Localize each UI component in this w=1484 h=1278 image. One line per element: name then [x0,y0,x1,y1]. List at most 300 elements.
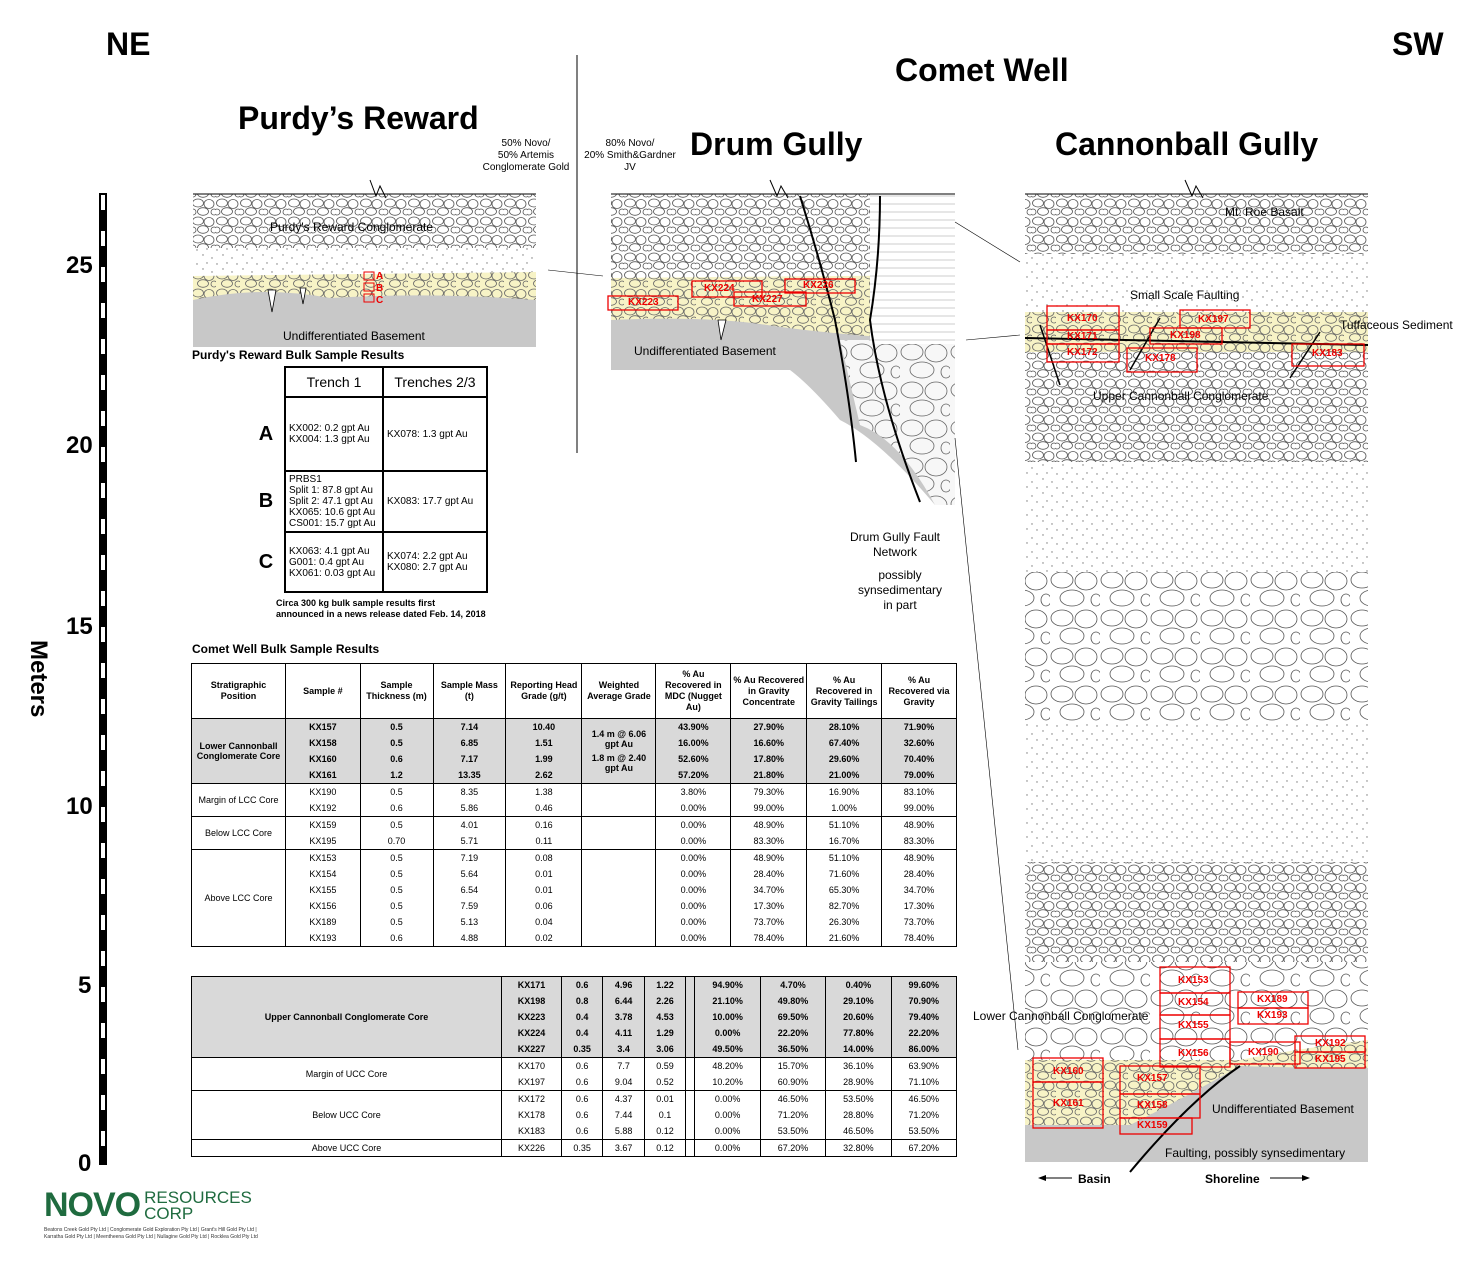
thickness: 0.5 [360,817,433,834]
cell-line: KX002: 0.2 gpt Au [289,423,370,434]
purdys-results-table [248,366,488,593]
mass: 6.85 [433,735,506,751]
sample-label: KX178 [1145,353,1176,364]
drum-fault-note [845,568,955,613]
table-row [192,914,957,930]
gravity-concentrate: 83.30% [731,833,807,850]
table-row [192,1140,957,1157]
sample-id: KX178 [502,1107,562,1123]
sample-label: KX156 [1178,1048,1209,1059]
head-grade: 3.06 [644,1041,685,1058]
ownership-purdys [476,138,576,174]
sample-label: KX161 [1053,1098,1084,1109]
mdc: 0.00% [656,914,731,930]
weighted-grade: 1.4 m @ 6.06 gpt Au 1.8 m @ 2.40 gpt Au [582,719,656,784]
thickness: 0.35 [561,1041,602,1058]
meter-scale-bar [99,193,107,1165]
thickness: 0.6 [561,1091,602,1108]
gravity-concentrate: 21.80% [731,767,807,784]
via-gravity: 79.00% [882,767,957,784]
comet-results-table-upper [191,976,957,1157]
sample-id: KX226 [502,1140,562,1157]
gravity-tailings: 28.80% [826,1107,891,1123]
ownership-drum [580,138,680,174]
head-grade: 1.29 [644,1025,685,1041]
mass: 4.96 [603,977,644,994]
stratigraphic-position: Below UCC Core [192,1091,502,1140]
logo-subsidiaries-2: Karratha Gold Pty Ltd | Meentheena Gold Pty Ltd | Nullagine Gold Pty Ltd | Rocklea Gold Pty Ltd [44,1234,258,1240]
gravity-concentrate: 60.90% [760,1074,825,1091]
basalt-label: Mt. Roe Basalt [1225,205,1304,219]
head-grade: 0.01 [644,1091,685,1108]
head-grade: 4.53 [644,1009,685,1025]
sample-id: KX223 [502,1009,562,1025]
table-row [192,800,957,817]
stratigraphic-position: Upper Cannonball Conglomerate Core [192,977,502,1058]
table-row [192,850,957,867]
header-trench23: Trenches 2/3 [383,367,487,397]
mass: 7.7 [603,1058,644,1075]
sample-id: KX195 [286,833,361,850]
gravity-concentrate: 4.70% [760,977,825,994]
cell-line: KX065: 10.6 gpt Au [289,507,376,518]
cell [383,397,487,471]
table-row [192,1058,957,1075]
purdys-note [276,598,486,620]
thickness: 0.6 [360,800,433,817]
note-line: Circa 300 kg bulk sample results first [276,598,436,608]
head-grade: 1.38 [506,784,582,801]
gravity-tailings: 0.40% [826,977,891,994]
sample-label: KX170 [1067,313,1098,324]
stratigraphic-position: Margin of LCC Core [192,784,286,817]
sample-label: KX192 [1315,1038,1346,1049]
gravity-concentrate: 17.30% [731,898,807,914]
head-grade: 2.26 [644,993,685,1009]
cell-line: KX061: 0.03 gpt Au [289,567,376,579]
gravity-concentrate: 16.60% [731,735,807,751]
thickness: 0.5 [360,850,433,867]
ownership-line: 20% Smith&Gardner [584,150,676,161]
marker-b: B [376,283,384,294]
marker-a: A [376,271,384,282]
gravity-tailings: 32.80% [826,1140,891,1157]
logo-brand: NOVO [44,1186,141,1224]
stratigraphic-position: Margin of UCC Core [192,1058,502,1091]
gravity-tailings: 65.30% [807,882,882,898]
sample-id: KX198 [502,993,562,1009]
drum-fault-label [840,530,950,560]
stratigraphic-position: Below LCC Core [192,817,286,850]
scale-tick-label: 10 [66,793,93,820]
sample-id: KX189 [286,914,361,930]
novo-logo [44,1186,258,1241]
scale-tick-label: 25 [66,252,93,279]
head-grade: 0.02 [506,930,582,947]
mass: 3.78 [603,1009,644,1025]
head-grade: 0.16 [506,817,582,834]
gravity-concentrate: 79.30% [731,784,807,801]
tuff-label: Tuffaceous Sediment [1340,318,1453,332]
weighted-grade [686,1091,695,1140]
gravity-concentrate: 48.90% [731,817,807,834]
gravity-tailings: 29.60% [807,751,882,767]
sample-label: KX158 [1137,1100,1168,1111]
purdys-basement-label: Undifferentiated Basement [283,329,425,343]
thickness: 0.5 [360,784,433,801]
via-gravity: 86.00% [891,1041,956,1058]
thickness: 0.4 [561,1025,602,1041]
gravity-tailings: 29.10% [826,993,891,1009]
sample-label: KX172 [1067,347,1098,358]
mass: 13.35 [433,767,506,784]
head-grade: 0.04 [506,914,582,930]
table-row [192,767,957,784]
mass: 7.59 [433,898,506,914]
comet-header: % Au Recovered in MDC (Nugget Au) [656,664,731,719]
gravity-concentrate: 34.70% [731,882,807,898]
table-row [192,882,957,898]
sample-label: KX195 [1315,1054,1346,1065]
basin-label: Basin [1078,1172,1111,1186]
ownership-line: 50% Artemis [497,150,555,161]
weighted-grade [686,977,695,1058]
thickness: 0.8 [561,993,602,1009]
head-grade: 0.08 [506,850,582,867]
purdys-table-title: Purdy's Reward Bulk Sample Results [192,348,405,362]
gravity-concentrate: 36.50% [760,1041,825,1058]
thickness: 0.35 [561,1140,602,1157]
sample-id: KX170 [502,1058,562,1075]
gravity-tailings: 51.10% [807,817,882,834]
thickness: 0.6 [360,930,433,947]
thickness: 1.2 [360,767,433,784]
gravity-tailings: 36.10% [826,1058,891,1075]
thickness: 0.5 [360,719,433,736]
mdc: 0.00% [656,930,731,947]
sample-label: KX171 [1067,331,1098,342]
weighted-grade [686,1140,695,1157]
gravity-tailings: 82.70% [807,898,882,914]
via-gravity: 67.20% [891,1140,956,1157]
gravity-tailings: 67.40% [807,735,882,751]
drum-gully-title: Drum Gully [690,126,863,162]
gravity-concentrate: 67.20% [760,1140,825,1157]
gravity-tailings: 16.90% [807,784,882,801]
gravity-tailings: 21.60% [807,930,882,947]
via-gravity: 32.60% [882,735,957,751]
table-row [192,866,957,882]
gravity-concentrate: 78.40% [731,930,807,947]
sample-label: KX190 [1248,1047,1279,1058]
mass: 3.4 [603,1041,644,1058]
gravity-tailings: 53.50% [826,1091,891,1108]
ownership-line: Conglomerate Gold [482,162,570,173]
via-gravity: 28.40% [882,866,957,882]
sample-id: KX154 [286,866,361,882]
table-row [192,1091,957,1108]
mass: 5.71 [433,833,506,850]
cell-line: KX083: 17.7 gpt Au [387,496,474,507]
ownership-line: 50% Novo/ [501,138,551,149]
sample-id: KX153 [286,850,361,867]
mass: 5.64 [433,866,506,882]
head-grade: 1.99 [506,751,582,767]
sample-id: KX160 [286,751,361,767]
mass: 4.37 [603,1091,644,1108]
comet-table-title: Comet Well Bulk Sample Results [192,642,380,656]
mdc: 10.20% [695,1074,760,1091]
mass: 7.14 [433,719,506,736]
thickness: 0.5 [360,914,433,930]
thickness: 0.4 [561,1009,602,1025]
via-gravity: 34.70% [882,882,957,898]
fault-note-line: synsedimentary [857,583,943,597]
head-grade: 0.12 [644,1123,685,1140]
weighted-grade [582,817,656,850]
head-grade: 0.59 [644,1058,685,1075]
mass: 8.35 [433,784,506,801]
gravity-tailings: 20.60% [826,1009,891,1025]
comet-header: Stratigraphic Position [192,664,286,719]
meters-axis-label: Meters [25,640,52,718]
stratigraphic-position: Above LCC Core [192,850,286,947]
via-gravity: 48.90% [882,817,957,834]
via-gravity: 71.20% [891,1107,956,1123]
table-row [192,784,957,801]
gravity-concentrate: 27.90% [731,719,807,736]
via-gravity: 79.40% [891,1009,956,1025]
via-gravity: 48.90% [882,850,957,867]
cell-line: KX074: 2.2 gpt Au [387,551,468,562]
sample-label: KX183 [1312,348,1343,359]
via-gravity: 46.50% [891,1091,956,1108]
sample-id: KX161 [286,767,361,784]
faulting2-label: Faulting, possibly synsedimentary [1165,1146,1346,1160]
cell-line: KX004: 1.3 gpt Au [289,434,370,445]
sample-id: KX192 [286,800,361,817]
sample-id: KX158 [286,735,361,751]
weighted-grade [686,1058,695,1091]
head-grade: 1.22 [644,977,685,994]
cell-line: Split 1: 87.8 gpt Au [289,485,373,496]
gravity-tailings: 51.10% [807,850,882,867]
head-grade: 0.1 [644,1107,685,1123]
scale-tick-label: 20 [66,432,93,459]
comet-results-table-lower [191,663,957,947]
sample-label: KX197 [1198,314,1229,325]
head-grade: 0.11 [506,833,582,850]
mass: 3.67 [603,1140,644,1157]
ownership-line: 80% Novo/ [605,138,655,149]
mass: 6.44 [603,993,644,1009]
thickness: 0.6 [561,1058,602,1075]
head-grade: 0.06 [506,898,582,914]
sample-label: KX189 [1257,994,1288,1005]
mdc: 49.50% [695,1041,760,1058]
row-label: C [258,550,274,573]
mdc: 21.10% [695,993,760,1009]
stratigraphic-position: Lower Cannonball Conglomerate Core [192,719,286,784]
sample-label: KX155 [1178,1020,1209,1031]
mass: 4.11 [603,1025,644,1041]
mdc: 0.00% [695,1025,760,1041]
gravity-concentrate: 69.50% [760,1009,825,1025]
mass: 7.17 [433,751,506,767]
cell [285,471,383,532]
sample-id: KX172 [502,1091,562,1108]
comet-header: % Au Recovered in Gravity Tailings [807,664,882,719]
fault-line: Drum Gully Fault [849,530,941,544]
stratigraphic-position: Above UCC Core [192,1140,502,1157]
sample-label: KX153 [1178,975,1209,986]
logo-subsidiaries-1: Beatons Creek Gold Pty Ltd | Conglomerate Gold Exploration Pty Ltd | Grant's Hill Gold Pty Ltd | [44,1227,257,1233]
sample-label: KX226 [803,280,834,291]
gravity-concentrate: 17.80% [731,751,807,767]
gravity-tailings: 71.60% [807,866,882,882]
cell-line: KX078: 1.3 gpt Au [387,428,468,440]
direction-sw: SW [1392,26,1444,62]
gravity-concentrate: 53.50% [760,1123,825,1140]
cell [285,532,383,592]
gravity-tailings: 26.30% [807,914,882,930]
scale-tick-label: 5 [78,972,92,999]
shoreline-label: Shoreline [1205,1172,1260,1186]
mdc: 0.00% [656,898,731,914]
mass: 9.04 [603,1074,644,1091]
table-row [192,833,957,850]
thickness: 0.6 [561,977,602,994]
via-gravity: 70.40% [882,751,957,767]
via-gravity: 71.10% [891,1074,956,1091]
gravity-concentrate: 48.90% [731,850,807,867]
gravity-concentrate: 71.20% [760,1107,825,1123]
note-line: announced in a news release dated Feb. 14, 2018 [276,609,486,619]
sample-label: KX160 [1053,1066,1084,1077]
gravity-tailings: 28.10% [807,719,882,736]
sample-label: KX227 [752,294,783,305]
thickness: 0.70 [360,833,433,850]
mass: 7.19 [433,850,506,867]
via-gravity: 63.90% [891,1058,956,1075]
table-row [192,719,957,736]
mass: 6.54 [433,882,506,898]
via-gravity: 99.60% [891,977,956,994]
via-gravity: 99.00% [882,800,957,817]
via-gravity: 17.30% [882,898,957,914]
sample-id: KX224 [502,1025,562,1041]
sample-label: KX223 [628,297,659,308]
cell-line: PRBS1 [289,474,322,485]
cell-line: KX063: 4.1 gpt Au [289,545,370,557]
gravity-concentrate: 99.00% [731,800,807,817]
sample-label: KX198 [1170,330,1201,341]
head-grade: 2.62 [506,767,582,784]
row-label: B [258,490,274,512]
sample-id: KX190 [286,784,361,801]
thickness: 0.5 [360,882,433,898]
thickness: 0.6 [360,751,433,767]
mdc: 0.00% [695,1123,760,1140]
head-grade: 0.01 [506,866,582,882]
mdc: 0.00% [656,850,731,867]
mdc: 43.90% [656,719,731,736]
drum-basement-label: Undifferentiated Basement [634,344,776,358]
sample-label: KX157 [1137,1073,1168,1084]
sample-id: KX227 [502,1041,562,1058]
logo-line2: CORP [144,1203,194,1223]
cell-line: CS001: 15.7 gpt Au [289,518,376,529]
sample-label: KX154 [1178,997,1209,1008]
mdc: 3.80% [656,784,731,801]
thickness: 0.6 [561,1123,602,1140]
head-grade: 0.52 [644,1074,685,1091]
cell-line: Split 2: 47.1 gpt Au [289,496,373,507]
purdys-title: Purdy’s Reward [238,100,479,136]
comet-header: Weighted Average Grade [582,664,656,719]
gravity-concentrate: 28.40% [731,866,807,882]
head-grade: 0.12 [644,1140,685,1157]
thickness: 0.5 [360,735,433,751]
gravity-concentrate: 22.20% [760,1025,825,1041]
corner-cell [248,367,285,397]
mdc: 0.00% [656,833,731,850]
faulting-label: Small Scale Faulting [1130,288,1240,302]
via-gravity: 83.30% [882,833,957,850]
mdc: 16.00% [656,735,731,751]
thickness: 0.5 [360,866,433,882]
table-row [192,930,957,947]
head-grade: 0.01 [506,882,582,898]
via-gravity: 83.10% [882,784,957,801]
mass: 5.88 [603,1123,644,1140]
gravity-tailings: 28.90% [826,1074,891,1091]
table-row [192,817,957,834]
mass: 4.01 [433,817,506,834]
head-grade: 1.51 [506,735,582,751]
fault-note-line: possibly [878,568,922,582]
weighted-grade [582,850,656,947]
cannonball-gully-title: Cannonball Gully [1055,126,1319,162]
gravity-tailings: 21.00% [807,767,882,784]
mdc: 94.90% [695,977,760,994]
table-row [192,751,957,767]
via-gravity: 22.20% [891,1025,956,1041]
mdc: 0.00% [695,1140,760,1157]
table-row [192,735,957,751]
mdc: 10.00% [695,1009,760,1025]
comet-header: % Au Recovered in Gravity Concentrate [731,664,807,719]
sample-id: KX156 [286,898,361,914]
sample-id: KX193 [286,930,361,947]
ownership-line: JV [624,162,636,173]
mdc: 0.00% [695,1107,760,1123]
gravity-concentrate: 49.80% [760,993,825,1009]
gravity-concentrate: 73.70% [731,914,807,930]
cell-line: KX080: 2.7 gpt Au [387,562,468,573]
direction-ne: NE [106,26,151,62]
comet-well-title: Comet Well [895,52,1069,88]
mdc: 52.60% [656,751,731,767]
cell [383,471,487,532]
sample-id: KX159 [286,817,361,834]
gravity-tailings: 77.80% [826,1025,891,1041]
cell-line: G001: 0.4 gpt Au [289,556,365,568]
weighted-grade [582,784,656,817]
scale-tick-label: 15 [66,613,93,640]
mdc: 0.00% [656,800,731,817]
mass: 4.88 [433,930,506,947]
